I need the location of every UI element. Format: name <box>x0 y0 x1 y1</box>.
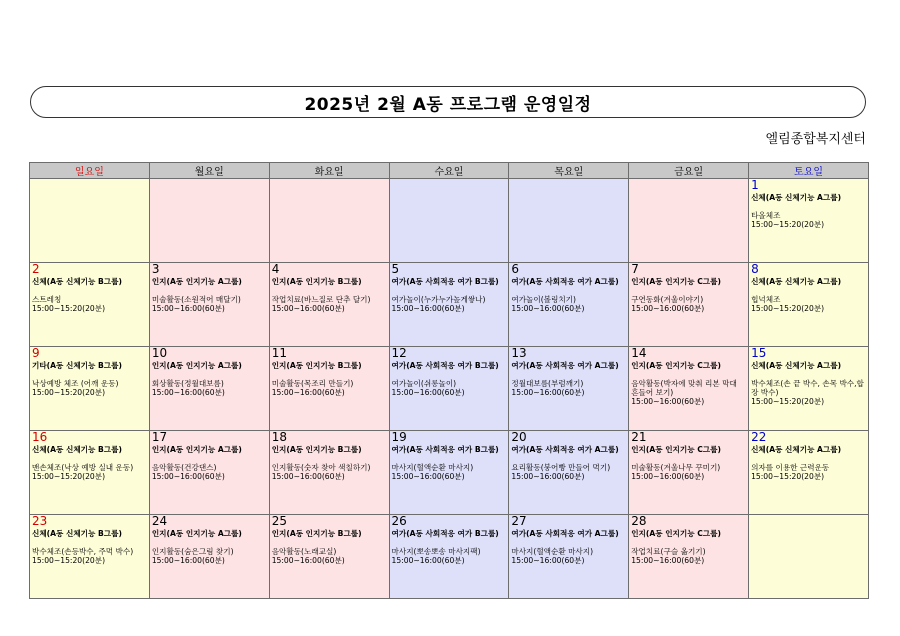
activity-name: 회상활동(정월대보름) <box>151 379 224 388</box>
empty-day-cell <box>629 179 749 263</box>
activity-time: 15:00~15:20(20분) <box>751 472 825 481</box>
activity-time: 15:00~16:00(60분) <box>271 472 345 481</box>
day-number: 13 <box>511 346 527 360</box>
day-number: 17 <box>151 430 168 444</box>
calendar-week-row <box>30 431 869 515</box>
day-cell <box>629 431 749 515</box>
activity-name: 타올체조 <box>751 211 781 220</box>
activity-name: 인지활동(숨은그림 찾기) <box>151 547 234 556</box>
day-cell <box>389 515 509 599</box>
program-group: 인지(A동 인지기능 A그룹) <box>151 361 242 370</box>
empty-day-cell <box>269 179 389 263</box>
day-cell <box>269 515 389 599</box>
empty-day-cell <box>389 179 509 263</box>
day-cell <box>269 347 389 431</box>
day-number: 4 <box>271 262 280 276</box>
day-number: 22 <box>751 430 767 444</box>
day-number: 12 <box>391 346 407 360</box>
day-cell <box>269 263 389 347</box>
day-number: 23 <box>32 514 48 528</box>
weekday-header-fri: 금요일 <box>629 163 749 179</box>
program-group: 인지(A동 인지기능 B그룹) <box>271 361 362 370</box>
activity-time: 15:00~16:00(60분) <box>151 304 225 313</box>
calendar-week-row <box>30 263 869 347</box>
activity-name: 마사지(혈액순환 마사지) <box>391 463 474 472</box>
program-group: 여가(A동 사회적응 여가 A그룹) <box>511 361 619 370</box>
activity-name: 요리활동(붕어빵 만들어 먹기) <box>511 463 611 472</box>
day-cell <box>30 347 150 431</box>
day-number: 9 <box>32 346 40 360</box>
day-cell <box>749 179 869 263</box>
day-cell <box>509 515 629 599</box>
program-group: 여가(A동 사회적응 여가 B그룹) <box>391 277 499 286</box>
program-group: 신체(A동 신체기능 B그룹) <box>32 445 122 454</box>
activity-name: 여가놀이(누가누가높게쌓나) <box>391 295 486 304</box>
day-cell <box>749 347 869 431</box>
program-group: 신체(A동 신체기능 A그룹) <box>751 277 842 286</box>
day-number: 25 <box>271 514 287 528</box>
activity-time: 15:00~16:00(60분) <box>631 556 705 565</box>
empty-day-cell <box>30 179 150 263</box>
activity-name: 미술활동(겨울나무 꾸미기) <box>631 463 721 472</box>
activity-time: 15:00~15:20(20분) <box>32 556 106 565</box>
day-cell <box>749 431 869 515</box>
activity-time: 15:00~16:00(60분) <box>151 472 225 481</box>
day-cell <box>389 263 509 347</box>
weekday-header-tue: 화요일 <box>269 163 389 179</box>
weekday-header-row <box>30 163 869 179</box>
day-number: 21 <box>631 430 647 444</box>
activity-name: 구연동화(겨울이야기) <box>631 295 704 304</box>
program-group: 여가(A동 사회적응 여가 A그룹) <box>511 277 619 286</box>
day-cell <box>149 515 269 599</box>
activity-name: 맨손체조(낙상 예방 실내 운동) <box>32 463 134 472</box>
day-cell <box>629 515 749 599</box>
day-number: 14 <box>631 346 647 360</box>
activity-time: 15:00~16:00(60분) <box>631 304 705 313</box>
program-group: 인지(A동 인지기능 A그룹) <box>151 445 242 454</box>
day-cell <box>30 263 150 347</box>
activity-name: 여가놀이(볼링치기) <box>511 295 576 304</box>
activity-time: 15:00~15:20(20분) <box>751 220 825 229</box>
day-number: 8 <box>751 262 759 276</box>
day-number: 6 <box>511 262 520 276</box>
day-number: 3 <box>151 262 160 276</box>
program-group: 여가(A동 사회적응 여가 B그룹) <box>391 361 499 370</box>
weekday-header-wed: 수요일 <box>389 163 509 179</box>
day-cell <box>149 263 269 347</box>
program-group: 신체(A동 신체기능 A그룹) <box>751 445 842 454</box>
program-group: 인지(A동 인지기능 C그룹) <box>631 529 721 538</box>
day-cell <box>749 263 869 347</box>
activity-time: 15:00~16:00(60분) <box>271 556 345 565</box>
day-cell <box>509 263 629 347</box>
program-group: 여가(A동 사회적응 여가 A그룹) <box>511 445 619 454</box>
activity-name: 마사지(혈액순환 마사지) <box>511 547 594 556</box>
empty-day-cell <box>149 179 269 263</box>
activity-name: 여가놀이(쉬롱놀이) <box>391 379 457 388</box>
day-cell <box>629 263 749 347</box>
calendar-week-row <box>30 515 869 599</box>
day-cell <box>269 431 389 515</box>
activity-name: 작업치료(바느질로 단추 달기) <box>271 295 371 304</box>
program-group: 인지(A동 인지기능 B그룹) <box>271 529 362 538</box>
activity-time: 15:00~16:00(60분) <box>271 304 345 313</box>
activity-time: 15:00~16:00(60분) <box>151 388 225 397</box>
activity-name: 박수체조(손 끝 박수, 손목 박수,합장 박수) <box>751 379 864 397</box>
day-number: 2 <box>32 262 40 276</box>
activity-time: 15:00~15:20(20분) <box>751 304 825 313</box>
day-number: 15 <box>751 346 767 360</box>
day-number: 24 <box>151 514 168 528</box>
activity-name: 음악활동(노래교실) <box>271 547 337 556</box>
activity-name: 음악활동(건강댄스) <box>151 463 217 472</box>
day-cell <box>149 347 269 431</box>
day-number: 20 <box>511 430 527 444</box>
activity-time: 15:00~16:00(60분) <box>391 304 465 313</box>
activity-time: 15:00~16:00(60분) <box>631 472 705 481</box>
program-group: 인지(A동 인지기능 B그룹) <box>271 445 362 454</box>
activity-name: 미술활동(목조리 만들기) <box>271 379 354 388</box>
activity-time: 15:00~16:00(60분) <box>511 304 585 313</box>
activity-name: 낙상예방 체조 (어깨 운동) <box>32 379 119 388</box>
program-group: 인지(A동 인지기능 C그룹) <box>631 277 721 286</box>
activity-time: 15:00~15:20(20분) <box>32 304 106 313</box>
activity-time: 15:00~15:20(20분) <box>751 397 825 406</box>
activity-name: 의자를 이용한 근력운동 <box>751 463 830 472</box>
activity-name: 힙넉체조 <box>751 295 781 304</box>
activity-time: 15:00~16:00(60분) <box>391 556 465 565</box>
day-number: 16 <box>32 430 48 444</box>
schedule-calendar <box>29 162 869 599</box>
program-group: 인지(A동 인지기능 A그룹) <box>151 529 242 538</box>
organization-name: 엘림종합복지센터 <box>765 132 866 147</box>
activity-time: 15:00~16:00(60분) <box>511 556 585 565</box>
day-number: 18 <box>271 430 287 444</box>
program-group: 기타(A동 신체기능 B그룹) <box>32 361 122 370</box>
day-number: 28 <box>631 514 647 528</box>
activity-time: 15:00~15:20(20분) <box>32 388 106 397</box>
program-group: 인지(A동 인지기능 B그룹) <box>271 277 362 286</box>
day-cell <box>629 347 749 431</box>
program-group: 인지(A동 인지기능 C그룹) <box>631 361 721 370</box>
activity-name: 음악활동(박자에 맞춰 리본 막대 흔들어 보기) <box>631 379 737 397</box>
day-number: 19 <box>391 430 407 444</box>
day-cell <box>509 347 629 431</box>
day-cell <box>389 347 509 431</box>
day-number: 27 <box>511 514 527 528</box>
calendar-week-row <box>30 179 869 263</box>
activity-name: 스트레칭 <box>32 295 62 304</box>
activity-time: 15:00~15:20(20분) <box>32 472 106 481</box>
activity-time: 15:00~16:00(60분) <box>271 388 345 397</box>
calendar-week-row <box>30 347 869 431</box>
day-cell <box>509 431 629 515</box>
day-number: 7 <box>631 262 639 276</box>
empty-day-cell <box>509 179 629 263</box>
day-number: 11 <box>271 346 287 360</box>
day-cell <box>389 431 509 515</box>
program-group: 여가(A동 사회적응 여가 B그룹) <box>391 445 499 454</box>
page-title: 2025년 2월 A동 프로그램 운영일정 <box>304 94 592 115</box>
program-group: 인지(A동 인지기능 C그룹) <box>631 445 721 454</box>
day-number: 10 <box>151 346 168 360</box>
activity-name: 미술활동(소원적어 매달기) <box>151 295 241 304</box>
empty-day-cell <box>749 515 869 599</box>
activity-time: 15:00~16:00(60분) <box>391 472 465 481</box>
day-number: 1 <box>751 178 759 192</box>
day-cell <box>30 431 150 515</box>
program-group: 신체(A동 신체기능 B그룹) <box>32 529 122 538</box>
day-cell <box>149 431 269 515</box>
program-group: 여가(A동 사회적응 여가 A그룹) <box>511 529 619 538</box>
day-number: 5 <box>391 262 400 276</box>
activity-time: 15:00~16:00(60분) <box>151 556 225 565</box>
weekday-header-sat: 토요일 <box>749 163 869 179</box>
program-group: 인지(A동 인지기능 A그룹) <box>151 277 242 286</box>
title-banner <box>30 86 866 118</box>
activity-name: 마사지(뽀송뽀송 마사지팩) <box>391 547 481 556</box>
activity-time: 15:00~16:00(60분) <box>511 472 585 481</box>
program-group: 여가(A동 사회적응 여가 B그룹) <box>391 529 499 538</box>
program-group: 신체(A동 신체기능 A그룹) <box>751 361 842 370</box>
activity-name: 작업치료(구슬 옮기기) <box>631 547 706 556</box>
activity-time: 15:00~16:00(60분) <box>511 388 585 397</box>
weekday-header-sun: 일요일 <box>30 163 150 179</box>
activity-name: 정월대보름(부럼깨기) <box>511 379 584 388</box>
activity-time: 15:00~16:00(60분) <box>631 397 705 406</box>
activity-name: 인지활동(숫자 찾아 색칠하기) <box>271 463 371 472</box>
weekday-header-thu: 목요일 <box>509 163 629 179</box>
program-group: 신체(A동 신체기능 B그룹) <box>32 277 122 286</box>
program-group: 신체(A동 신체기능 A그룹) <box>751 193 842 202</box>
activity-time: 15:00~16:00(60분) <box>391 388 465 397</box>
activity-name: 박수체조(손등박수, 주먹 박수) <box>32 547 134 556</box>
weekday-header-mon: 월요일 <box>149 163 269 179</box>
day-number: 26 <box>391 514 407 528</box>
day-cell <box>30 515 150 599</box>
